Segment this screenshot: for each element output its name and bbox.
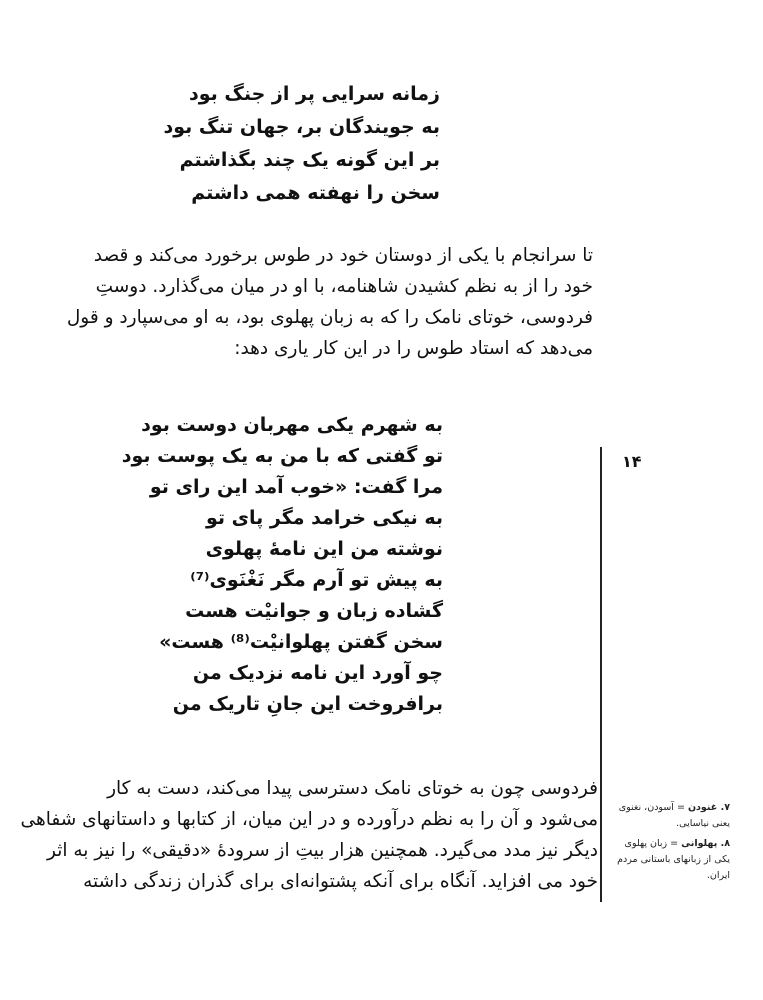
prose-line: فردوسی، خوتای نامک را که به زبان پهلوی بود، به او می‌سپارد و قول [66,307,593,328]
verse-line: زمانه سرایی پر از جنگ بود [188,83,440,105]
verse-line: به شهرم یکی مهربان دوست بود [141,414,443,436]
verse-line: به نیکی خرامد مگر پای تو [205,507,443,529]
footnote-term: ۸. پهلوانی [681,838,730,849]
footnote-7 [612,800,730,832]
verse-line: به جویندگان بر، جهان تنگ بود [163,116,440,138]
verse-line: چو آورد این نامه نزدیک من [192,662,443,684]
prose-line: فردوسی چون به خوتای نامک دسترسی پیدا می‌کند، دست به کار [107,778,598,799]
page-number: ۱۴ [622,452,642,471]
footnote-definition: = آسودن، نغنوی یعنی نیاسایی. [618,802,730,829]
verse-line: سخن گفتن پهلوانیْت⁽⁸⁾ هست» [159,631,443,653]
verse-line: نوشته من این نامهٔ پهلوی [205,538,443,560]
prose-line: می‌دهد که استاد طوس را در این کار یاری دهد: [234,338,593,359]
prose-paragraph-1 [66,240,593,364]
poem-stanza-1 [163,78,440,210]
margin-divider-line [600,447,602,902]
footnote-definition: = زبان پهلوی یکی از زبانهای باستانی مردم ایران. [617,838,730,881]
verse-line: برافروخت این جانِ تاریک من [172,693,443,715]
prose-line: دیگر نیز مدد می‌گیرد. همچنین هزار بیتِ از سرودهٔ «دقیقی» را نیز به اثر [47,840,598,861]
poem-stanza-2 [123,410,443,720]
footnotes [612,800,730,888]
verse-line: مرا گفت: «خوب آمد این رای تو [149,476,443,498]
verse-line: تو گفتی که با من به یک پوست بود [121,445,443,467]
footnote-term: ۷. غنودن [687,802,730,813]
verse-line: سخن را نهفته همی داشتم [191,182,440,204]
verse-line: به پیش تو آرم مگر نَغْنَوی⁽⁷⁾ [190,569,443,591]
verse-line: گشاده زبان و جوانیْت هست [185,600,443,622]
prose-line: تا سرانجام با یکی از دوستان خود در طوس برخورد می‌کند و قصد [93,245,593,266]
prose-line: خود را از به نظم کشیدن شاهنامه، با او در میان می‌گذارد. دوستِ [95,276,593,297]
footnote-8 [612,836,730,884]
prose-paragraph-2 [20,773,598,897]
prose-line: خود می افزاید. آنگاه برای آنکه پشتوانه‌ای برای گذران زندگی داشته [83,871,598,892]
verse-line: بر این گونه یک چند بگذاشتم [179,149,440,171]
prose-line: می‌شود و آن را به نظم درآورده و در این میان، از کتابها و داستانهای شفاهی [20,809,598,830]
